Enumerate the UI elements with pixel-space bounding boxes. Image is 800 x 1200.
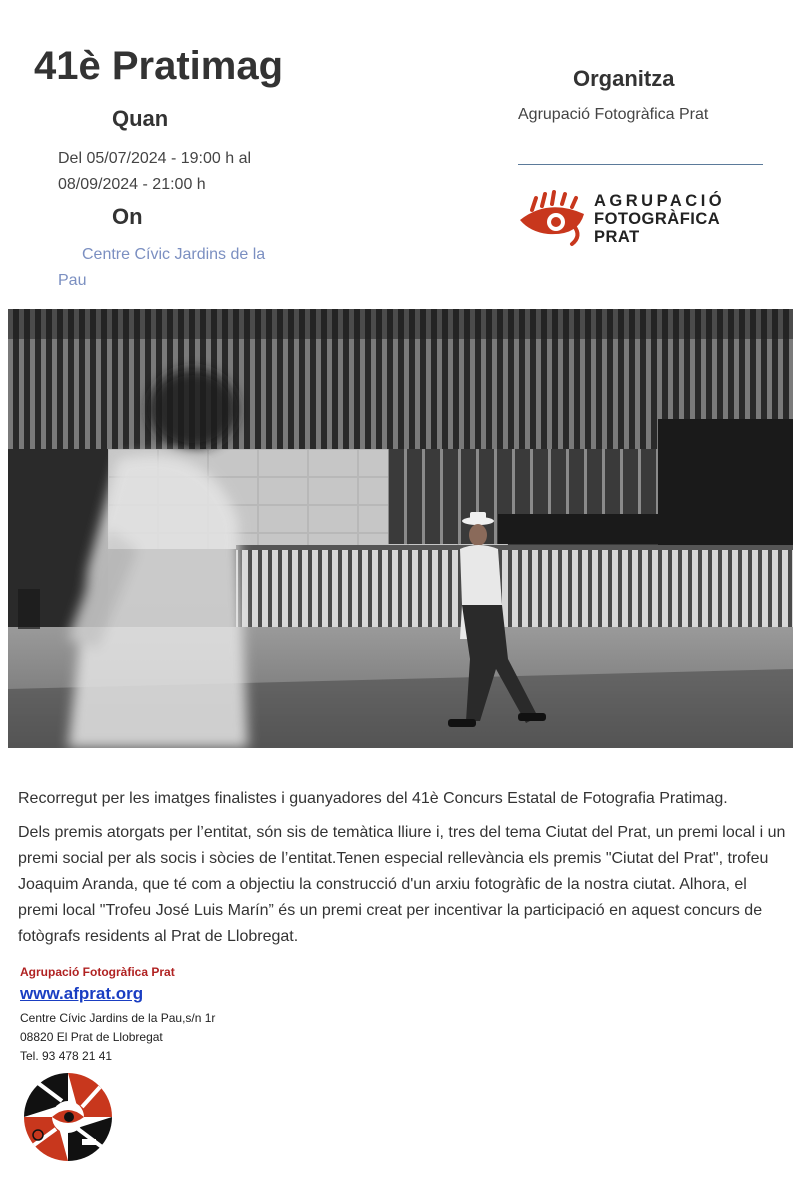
event-photo [8,309,793,748]
signature-address: Centre Cívic Jardins de la Pau,s/n 1r [20,1011,216,1025]
description-intro: Recorregut per les imatges finalistes i guanyadores del 41è Concurs Estatal de Fotografia Pratimag. [18,790,728,807]
when-heading: Quan [112,106,169,131]
camera-aperture-eye-icon [22,1071,114,1163]
round-logo [22,1071,114,1163]
signature-phone: Tel. 93 478 21 41 [20,1049,113,1063]
logo-line-1: AGRUPACIÓ [594,192,726,210]
description-prizes: Dels premis atorgats per l’entitat, són sis de temàtica lliure i, tres del tema Ciutat del Prat, un premi local i un premi social per als socis i sòcies de l’entitat.Tenen especial rellevància els premis "Ciutat del Prat", trofeu Joaquim Aranda, que té com a objectiu la construcció d'un arxiu fotogràfic de la nostra ciutat. Alhora, el premi local "Trofeu José Luis Marín” és un premi creat per incentivar la participació en aquest concurs de fotògrafs residents al Prat de Llobregat. [18,824,786,945]
signature-name: Agrupació Fotogràfica Prat [20,965,175,979]
signature-website-link[interactable]: www.afprat.org [20,984,144,1003]
organizer-logo [518,190,748,250]
eye-logo-icon [518,190,590,250]
logo-line-2: FOTOGRÀFICA [594,210,721,228]
event-dates: Del 05/07/2024 - 19:00 h al 08/09/2024 - 21:00 h [58,150,252,193]
venue-link[interactable]: Centre Cívic Jardins de la Pau [58,246,266,289]
logo-line-3: PRAT [594,228,640,246]
where-heading: On [112,204,143,229]
event-title: 41è Pratimag [34,44,284,88]
signature-postcode: 08820 El Prat de Llobregat [20,1030,163,1044]
organizer-divider [518,164,763,165]
organizer-logo-text [594,192,725,246]
organizer-name: Agrupació Fotogràfica Prat [518,106,709,123]
organizer-heading: Organitza [573,66,675,91]
